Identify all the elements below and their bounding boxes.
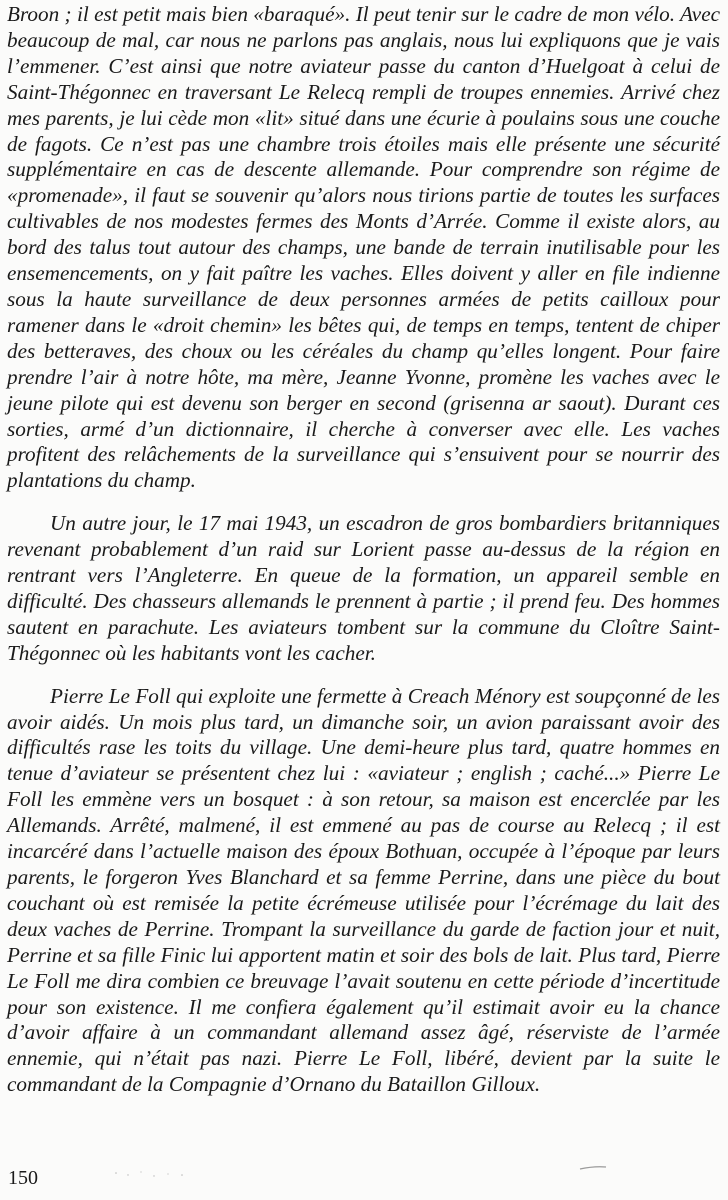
page-number: 150 xyxy=(8,1167,38,1189)
body-text xyxy=(7,2,720,1098)
paragraph-3: Pierre Le Foll qui exploite une fermette à Creach Ménory est soupçonné de les avoir aidés. Un mois plus tard, un dimanche soir, un avion paraissant avoir des difficultés rase les toits du village. Une demi-heure plus tard, quatre hommes en tenue d’aviateur se présentent chez lui : «aviateur ; english ; caché...» Pierre Le Foll les emmène vers un bosquet : à son retour, sa maison est encerclée par les Allemands. Arrêté, malmené, il est emmené au pas de course au Relecq ; il est incarcéré dans l’actuelle maison des époux Bothuan, occupée à l’époque par leurs parents, le forgeron Yves Blanchard et sa femme Perrine, dans une pièce du bout couchant où est remisée la petite écrémeuse utilisée pour l’écrémage du lait des deux vaches de Perrine. Trompant la surveillance du garde de faction jour et nuit, Perrine et sa fille Finic lui apportent matin et soir des bols de lait. Plus tard, Pierre Le Foll me dira combien ce breuvage l’avait soutenu en cette période d’incertitude pour son existence. Il me confiera également qu’il estimait avoir eu la chance d’avoir affaire à un commandant allemand assez âgé, réserviste de l’armée ennemie, qui n’était pas nazi. Pierre Le Foll, libéré, devient par la suite le commandant de la Compagnie d’Ornano du Bataillon Gilloux. xyxy=(7,683,720,1097)
paragraph-1: Broon ; il est petit mais bien «baraqué». Il peut tenir sur le cadre de mon vélo. Avec beaucoup de mal, car nous ne parlons pas anglais, nous lui expliquons que je vais l’emmener. C’est ainsi que notre aviateur passe du canton d’Huelgoat à celui de Saint-Thégonnec en traversant Le Relecq rempli de troupes ennemies. Arrivé chez mes parents, je lui cède mon «lit» situé dans une écurie à poulains sous une couche de fagots. Ce n’est pas une chambre trois étoiles mais elle présente une sécurité supplémentaire en cas de descente allemande. Pour comprendre son régime de «promenade», il faut se souvenir qu’alors nous tirions partie de toutes les surfaces cultivables de nos modestes fermes des Monts d’Arrée. Comme il existe alors, au bord des talus tout autour des champs, une bande de terrain inutilisable pour les ensemencements, on y fait paître les vaches. Elles doivent y aller en file indienne sous la haute surveillance de deux personnes armées de petits cailloux pour ramener dans le «droit chemin» les bêtes qui, de temps en temps, tentent de chiper des betteraves, des choux ou les céréales du champ qu’elles longent. Pour faire prendre l’air à notre hôte, ma mère, Jeanne Yvonne, promène les vaches avec le jeune pilote qui est devenu son berger en second (grisenna ar saout). Durant ces sorties, armé d’un dictionnaire, il cherche à converser avec elle. Les vaches profitent des relâchements de la surveillance qui s’ensuivent pour se nourrir des plantations du champ. xyxy=(7,2,720,493)
paragraph-2: Un autre jour, le 17 mai 1943, un escadron de gros bombardiers britanniques revenant probablement d’un raid sur Lorient passe au-dessus de la région en rentrant vers l’Angleterre. En queue de la formation, un appareil semble en difficulté. Des chasseurs allemands le prennent à partie ; il prend feu. Des hommes sautent en parachute. Les aviateurs tombent sur la commune du Cloître Saint-Thégonnec où les habitants vont les cacher. xyxy=(7,511,720,665)
scan-specks xyxy=(110,1163,630,1183)
